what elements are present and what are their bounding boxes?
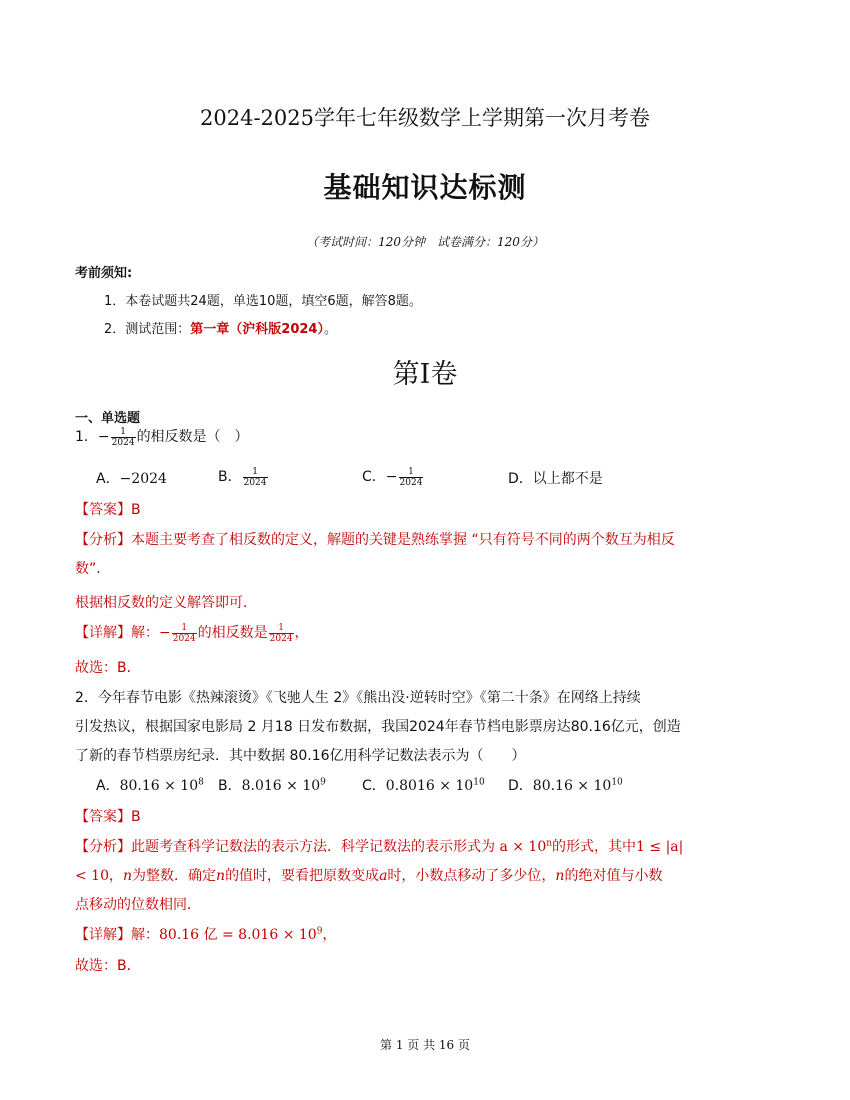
q2-option-c: C．$0.8016 \times 10^{10}$ <box>362 777 485 794</box>
q2-analysis-line-3: 点移动的位数相同． <box>75 897 201 913</box>
question-1-stem <box>75 426 249 448</box>
q2-detail: 【详解】解：80.16 亿 = $8.016 \times 10^9$， <box>75 926 337 943</box>
question-2-line-3: 了新的春节档票房纪录．其中数据 80.16亿用科学记数法表示为（ ） <box>75 748 526 764</box>
q2-analysis-line-1: 【分析】此题考查科学记数法的表示方法．科学记数法的表示形式为 $a \times 10^n$的形式，其中1 ≤ |a| <box>75 838 684 855</box>
q2-answer: 【答案】B <box>75 809 141 825</box>
fraction: $\frac{1}{2024}$ <box>111 426 135 448</box>
notes-item-2-prefix: 2．测试范围： <box>104 322 191 337</box>
volume-title: 第I卷 <box>392 359 458 390</box>
notes-item-2-suffix: 。 <box>323 322 337 337</box>
notes-item-2-highlight: 第一章（沪科版2024） <box>190 322 324 337</box>
notes-heading: 考前须知: <box>75 266 133 281</box>
section-heading: 一、单选题 <box>75 411 141 426</box>
q1-conclusion: 故选：B． <box>75 660 141 676</box>
minus-sign: − <box>97 429 110 445</box>
q1-option-a: A．−2024 <box>96 471 167 487</box>
q2-option-d: D．$80.16 \times 10^{10}$ <box>508 777 623 794</box>
q2-option-b: B．$8.016 \times 10^9$ <box>218 777 326 794</box>
question-1-suffix: 的相反数是（ ） <box>136 429 249 445</box>
q2-analysis-line-2: < 10，n为整数．确定n的值时，要看把原数变成a时，小数点移动了多少位，n的绝对值与小数 <box>75 868 663 884</box>
question-number: 1． <box>75 429 98 445</box>
page-footer: 第 1 页 共 16 页 <box>380 1038 470 1052</box>
q1-answer: 【答案】B <box>75 502 141 518</box>
q1-analysis-line-1: 【分析】本题主要考查了相反数的定义，解题的关键是熟练掌握 “只有符号不同的两个数互为相反 <box>75 532 675 548</box>
q2-option-a: A．$80.16 \times 10^8$ <box>96 777 204 794</box>
exam-info: （考试时间：120分钟 试卷满分：120分） <box>306 235 544 249</box>
q1-option-b: B． $\frac{1}{2024}$ <box>218 466 267 488</box>
q1-analysis-line-3: 根据相反数的定义解答即可． <box>75 595 257 611</box>
question-2-line-1: 2．今年春节电影《热辣滚烫》《飞驰人生 2》《熊出没·逆转时空》《第二十条》在网络上持续 <box>75 690 641 706</box>
q1-analysis-line-2: 数”. <box>75 561 101 577</box>
q1-detail: 【详解】解：− $\frac{1}{2024}$ 的相反数是 $\frac{1}{2024}$ ， <box>75 622 309 644</box>
exam-subtitle: 基础知识达标测 <box>323 171 527 204</box>
q1-option-d: D．以上都不是 <box>508 471 603 487</box>
notes-item-2 <box>104 318 337 337</box>
question-2-line-2: 引发热议，根据国家电影局 2 月18 日发布数据，我国2024年春节档电影票房达80.16亿元，创造 <box>75 719 681 735</box>
q2-conclusion: 故选：B． <box>75 958 141 974</box>
exam-title: 2024-2025学年七年级数学上学期第一次月考卷 <box>200 106 650 130</box>
q1-option-c: C．− $\frac{1}{2024}$ <box>362 466 423 488</box>
notes-item-1: 1．本卷试题共24题，单选10题，填空6题，解答8题。 <box>104 294 422 309</box>
